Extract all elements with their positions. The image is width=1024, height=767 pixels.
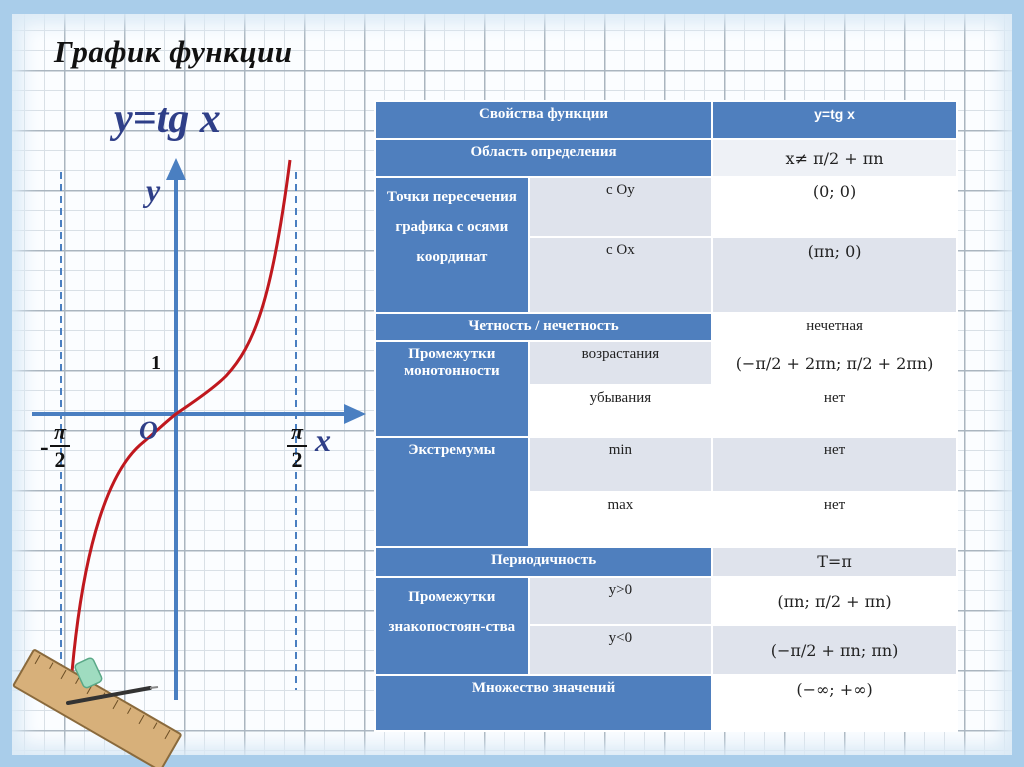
monotonic-label: Промежутки монотонности xyxy=(375,341,529,437)
function-formula: y=tg x xyxy=(114,96,221,142)
table-header-value: y=tg x xyxy=(712,101,957,139)
period-label: Периодичность xyxy=(375,547,712,577)
decrease-label: убывания xyxy=(529,385,712,437)
range-value: (−∞; +∞) xyxy=(712,675,957,731)
intersection-ox-label: с Ох xyxy=(529,237,712,313)
sign-negative-value: (−π/2 + πn; πn) xyxy=(712,625,957,675)
table-header-label: Свойства функции xyxy=(375,101,712,139)
left-asymptote-label xyxy=(50,421,70,471)
intersection-oy-value: (0; 0) xyxy=(712,177,957,237)
extrema-min-value: нет xyxy=(712,437,957,492)
sign-negative-label: y<0 xyxy=(529,625,712,675)
period-value: T=π xyxy=(712,547,957,577)
increase-label: возрастания xyxy=(529,341,712,385)
intersection-ox-value: (πn; 0) xyxy=(712,237,957,313)
x-axis-arrow xyxy=(344,404,366,424)
x-axis-label: x xyxy=(315,422,331,458)
range-label: Множество значений xyxy=(375,675,712,731)
y-axis-label: y xyxy=(146,172,161,208)
extrema-label: Экстремумы xyxy=(375,437,529,547)
right-asymptote-label xyxy=(287,421,307,471)
extrema-max-value: нет xyxy=(712,492,957,547)
extrema-max-label: max xyxy=(529,492,712,547)
y-axis-arrow xyxy=(166,158,186,180)
origin-label: O xyxy=(139,416,158,445)
intersection-oy-label: с Оу xyxy=(529,177,712,237)
slide-title: График функции xyxy=(54,34,293,69)
sign-positive-label: y>0 xyxy=(529,577,712,625)
domain-value: x≠ π/2 + πn xyxy=(712,139,957,177)
extrema-min-label: min xyxy=(529,437,712,492)
increase-value: (−π/2 + 2πn; π/2 + 2πn) xyxy=(712,341,957,385)
decrease-value: нет xyxy=(712,385,957,437)
domain-label: Область определения xyxy=(375,139,712,177)
left-asymptote-numerator: π xyxy=(53,419,66,444)
left-asymptote-denominator: 2 xyxy=(54,447,66,472)
right-asymptote-denominator: 2 xyxy=(291,447,303,472)
parity-label: Четность / нечетность xyxy=(375,313,712,341)
unit-label: 1 xyxy=(151,352,161,374)
sign-positive-value: (πn; π/2 + πn) xyxy=(712,577,957,625)
intersections-label: Точки пересечения графика с осями координат xyxy=(375,177,529,313)
parity-value: нечетная xyxy=(712,313,957,341)
function-properties-table xyxy=(374,100,958,732)
left-asymptote-minus: - xyxy=(40,432,49,461)
right-asymptote-numerator: π xyxy=(290,419,303,444)
sign-label: Промежутки знакопостоян-ства xyxy=(375,577,529,675)
